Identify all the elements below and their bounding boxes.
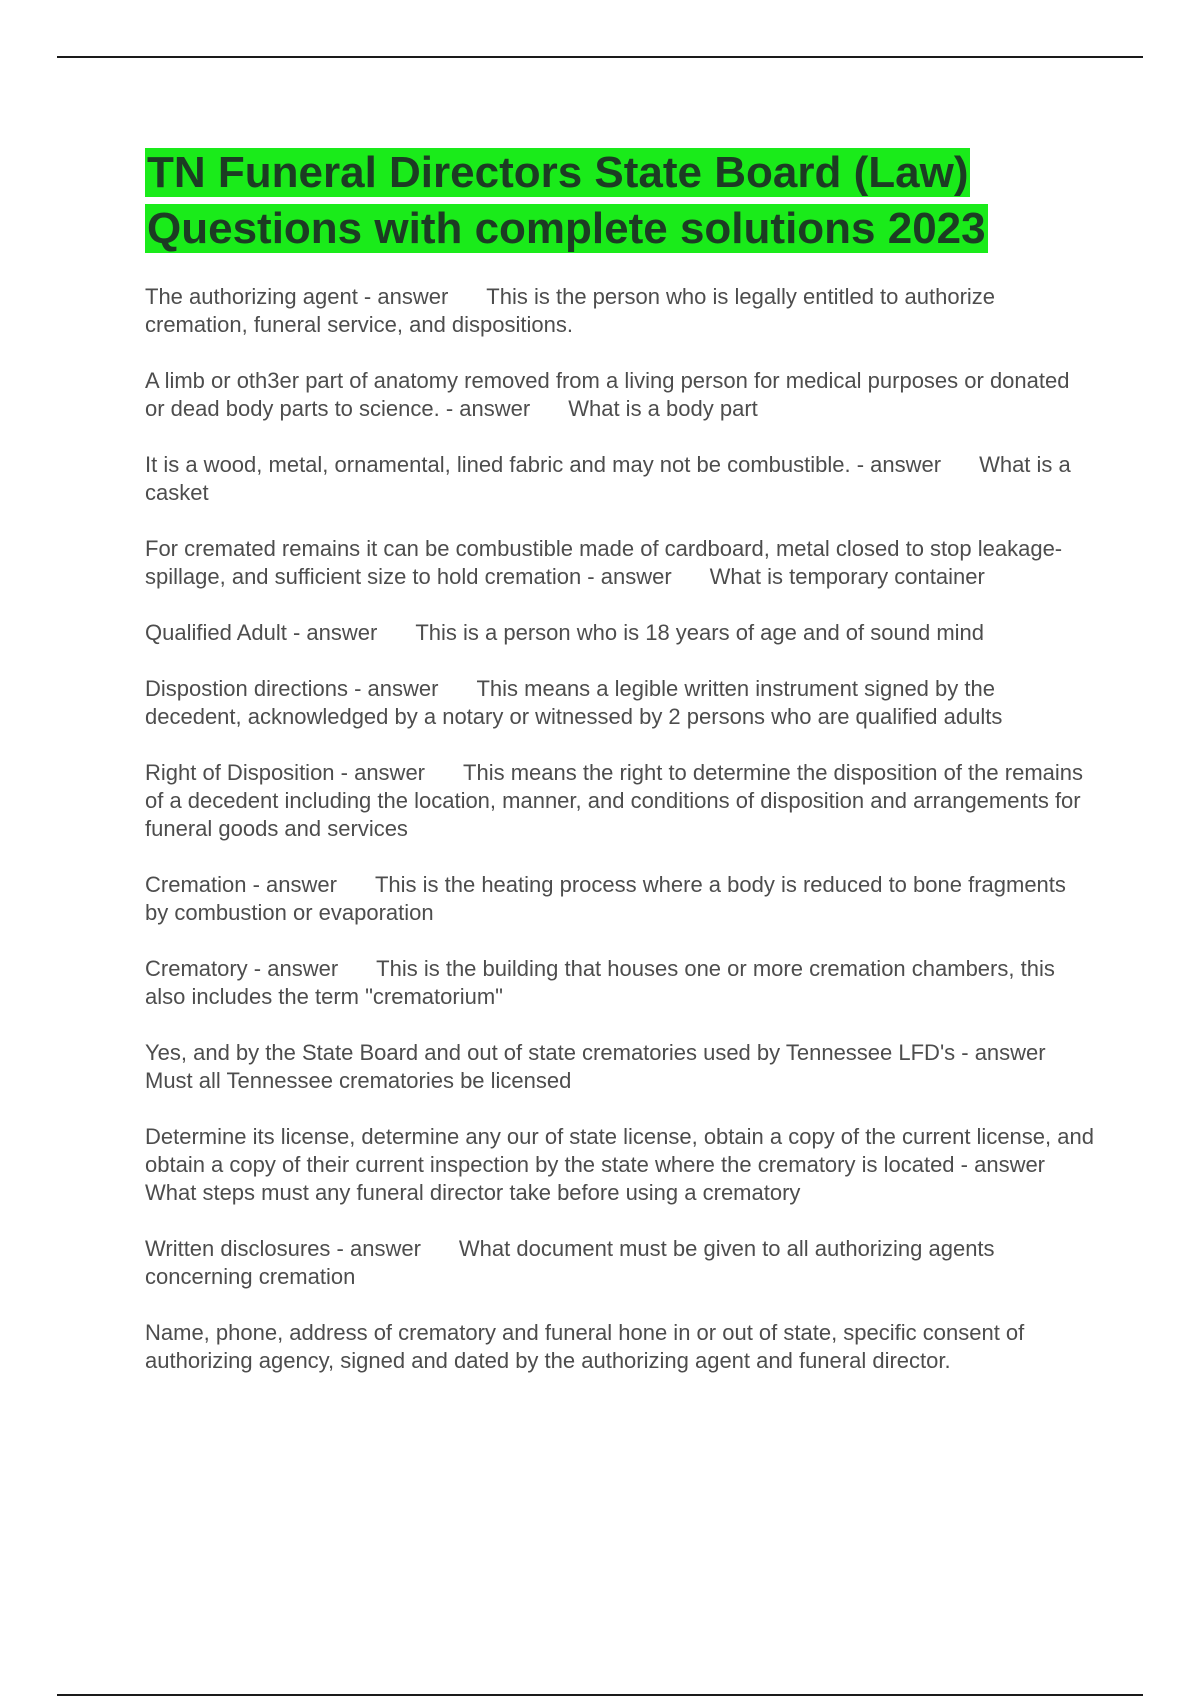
qa-prompt: The authorizing agent - answer bbox=[145, 284, 449, 309]
qa-prompt: Right of Disposition - answer bbox=[145, 760, 426, 785]
footer-rule bbox=[57, 1694, 1143, 1696]
qa-response: What document must be given to all authorizing agents concerning cremation bbox=[145, 1236, 995, 1289]
qa-item bbox=[145, 619, 1095, 647]
qa-response: This is a person who is 18 years of age and of sound mind bbox=[415, 620, 985, 645]
qa-item bbox=[145, 1235, 1095, 1291]
qa-response: What is a body part bbox=[568, 396, 758, 421]
qa-item bbox=[145, 451, 1095, 507]
qa-prompt: A limb or oth3er part of anatomy removed from a living person for medical purposes or donated or dead body parts to science. - answer bbox=[145, 368, 1070, 421]
qa-prompt: Determine its license, determine any our of state license, obtain a copy of the current license, and obtain a copy of their current inspection by the state where the crematory is located - answer bbox=[145, 1124, 1094, 1177]
qa-item bbox=[145, 1123, 1095, 1207]
qa-response: What steps must any funeral director take before using a crematory bbox=[145, 1180, 801, 1205]
qa-response: What is temporary container bbox=[709, 564, 985, 589]
qa-prompt: It is a wood, metal, ornamental, lined fabric and may not be combustible. - answer bbox=[145, 452, 942, 477]
qa-list bbox=[145, 283, 1095, 1375]
qa-response: Must all Tennessee crematories be licensed bbox=[145, 1068, 572, 1093]
qa-response: This means the right to determine the disposition of the remains of a decedent including the location, manner, and conditions of disposition and arrangements for funeral goods and services bbox=[145, 760, 1084, 841]
qa-prompt: Name, phone, address of crematory and funeral hone in or out of state, specific consent of authorizing agency, signed and dated by the authorizing agent and funeral director. bbox=[145, 1320, 1025, 1373]
header-rule bbox=[57, 56, 1143, 58]
qa-prompt: For cremated remains it can be combustible made of cardboard, metal closed to stop leakage-spillage, and sufficient size to hold cremation - answer bbox=[145, 536, 1063, 589]
qa-response: This means a legible written instrument signed by the decedent, acknowledged by a notary or witnessed by 2 persons who are qualified adults bbox=[145, 676, 1003, 729]
qa-prompt: Cremation - answer bbox=[145, 872, 337, 897]
qa-item bbox=[145, 759, 1095, 843]
qa-response: This is the heating process where a body is reduced to bone fragments by combustion or evaporation bbox=[145, 872, 1066, 925]
qa-prompt: Dispostion directions - answer bbox=[145, 676, 439, 701]
qa-item bbox=[145, 367, 1095, 423]
qa-response: This is the person who is legally entitled to authorize cremation, funeral service, and dispositions. bbox=[145, 284, 996, 337]
qa-item bbox=[145, 955, 1095, 1011]
qa-item bbox=[145, 1039, 1095, 1095]
title-line-2: Questions with complete solutions 2023 bbox=[147, 204, 986, 253]
qa-item bbox=[145, 283, 1095, 339]
document-title bbox=[145, 145, 1095, 257]
qa-item bbox=[145, 1319, 1095, 1375]
qa-response: What is a casket bbox=[145, 452, 1071, 505]
document-body bbox=[145, 145, 1095, 1403]
qa-prompt: Written disclosures - answer bbox=[145, 1236, 421, 1261]
qa-prompt: Crematory - answer bbox=[145, 956, 339, 981]
qa-prompt: Yes, and by the State Board and out of state crematories used by Tennessee LFD's - answer bbox=[145, 1040, 1046, 1065]
qa-item bbox=[145, 535, 1095, 591]
qa-prompt: Qualified Adult - answer bbox=[145, 620, 378, 645]
qa-item bbox=[145, 871, 1095, 927]
title-line-1: TN Funeral Directors State Board (Law) bbox=[147, 148, 969, 197]
qa-item bbox=[145, 675, 1095, 731]
qa-response: This is the building that houses one or more cremation chambers, this also includes the term "crematorium" bbox=[145, 956, 1055, 1009]
